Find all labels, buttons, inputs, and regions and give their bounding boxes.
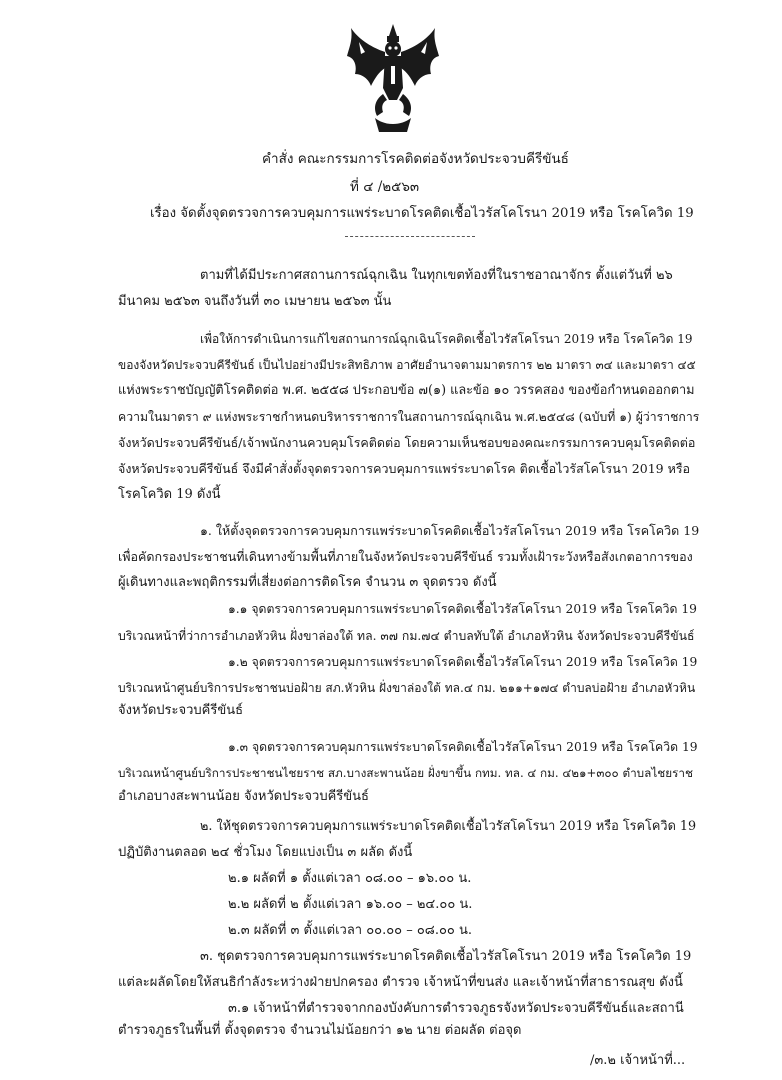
body-line: แห่งพระราชบัญญัติโรคติดต่อ พ.ศ. ๒๕๕๘ ประกอบข้อ ๗(๑) และข้อ ๑๐ วรรคสอง ของข้อกำหนดออกตาม (118, 383, 695, 398)
order-subject: เรื่อง จัดตั้งจุดตรวจการควบคุมการแพร่ระบาดโรคติดเชื้อไวรัสโคโรนา 2019 หรือ โรคโควิด 19 (150, 206, 694, 221)
order-number: ที่ ๔ /๒๕๖๓ (350, 179, 420, 195)
clause-1-3: ๑.๓ จุดตรวจการควบคุมการแพร่ระบาดโรคติดเชื้อไวรัสโคโรนา 2019 หรือ โรคโควิด 19 (228, 740, 698, 754)
continuation-note: /๓.๒ เจ้าหน้าที่... (590, 1053, 686, 1068)
body-line: เพื่อให้การดำเนินการแก้ไขสถานการณ์ฉุกเฉินโรคติดเชื้อไวรัสโคโรนา 2019 หรือ โรคโควิด 19 (200, 332, 693, 346)
body-line: จังหวัดประจวบคีรีขันธ์ จึงมีคำสั่งตั้งจุดตรวจการควบคุมการแพร่ระบาดโรค ติดเชื้อไวรัสโคโรนา 2019 หรือ (118, 461, 691, 476)
body-line: ตำรวจภูธรในพื้นที่ ตั้งจุดตรวจ จำนวนไม่น้อยกว่า ๑๒ นาย ต่อผลัด ต่อจุด (118, 1023, 522, 1038)
body-line: บริเวณหน้าที่ว่าการอำเภอหัวหิน ฝั่งขาล่องใต้ ทล. ๓๗ กม.๗๔ ตำบลทับใต้ อำเภอหัวหิน จังหวัดประจวบคีรีขันธ์ (118, 629, 695, 643)
clause-2: ๒. ให้ชุดตรวจการควบคุมการแพร่ระบาดโรคติดเชื้อไวรัสโคโรนา 2019 หรือ โรคโควิด 19 (200, 819, 697, 834)
body-line: ความในมาตรา ๙ แห่งพระราชกำหนดบริหารราชการในสถานการณ์ฉุกเฉิน พ.ศ.๒๕๔๘ (ฉบับที่ ๑) ผู้ว่าราชการ (118, 410, 700, 424)
shift-2: ๒.๒ ผลัดที่ ๒ ตั้งแต่เวลา ๑๖.๐๐ – ๒๔.๐๐ น. (228, 897, 473, 912)
body-line: จังหวัดประจวบคีรีขันธ์/เจ้าพนักงานควบคุมโรคติดต่อ โดยความเห็นชอบของคณะกรรมการควบคุมโรคติดต่อ (118, 435, 696, 450)
clause-1: ๑. ให้ตั้งจุดตรวจการควบคุมการแพร่ระบาดโรคติดเชื้อไวรัสโคโรนา 2019 หรือ โรคโควิด 19 (200, 523, 700, 538)
separator-line (345, 236, 475, 237)
body-line: บริเวณหน้าศูนย์บริการประชาชนบ่อฝ้าย สภ.หัวหิน ฝั่งขาล่องใต้ ทล.๔ กม. ๒๑๑+๑๗๔ ตำบลบ่อฝ้าย อำเภอหัวหิน (118, 681, 696, 695)
body-line: ของจังหวัดประจวบคีรีขันธ์ เป็นไปอย่างมีประสิทธิภาพ อาศัยอำนาจตามมาตรการ ๒๒ มาตรา ๓๔ และมาตรา ๔๕ (118, 358, 696, 372)
body-line: อำเภอบางสะพานน้อย จังหวัดประจวบคีรีขันธ์ (118, 789, 369, 804)
garuda-emblem-icon (345, 22, 441, 134)
clause-3: ๓. ชุดตรวจการควบคุมการแพร่ระบาดโรคติดเชื้อไวรัสโคโรนา 2019 หรือ โรคโควิด 19 (200, 949, 692, 964)
clause-1-1: ๑.๑ จุดตรวจการควบคุมการแพร่ระบาดโรคติดเชื้อไวรัสโคโรนา 2019 หรือ โรคโควิด 19 (228, 602, 697, 616)
shift-3: ๒.๓ ผลัดที่ ๓ ตั้งแต่เวลา ๐๐.๐๐ – ๐๘.๐๐ น. (228, 923, 472, 938)
body-line: ปฏิบัติงานตลอด ๒๔ ชั่วโมง โดยแบ่งเป็น ๓ ผลัด ดังนี้ (118, 845, 413, 860)
body-line: โรคโควิด 19 ดังนี้ (118, 487, 221, 502)
body-line: ผู้เดินทางและพฤติกรรมที่เสี่ยงต่อการติดโรค จำนวน ๓ จุดตรวจ ดังนี้ (118, 575, 497, 590)
body-line: แต่ละผลัดโดยให้สนธิกำลังระหว่างฝ่ายปกครอง ตำรวจ เจ้าหน้าที่ขนส่ง และเจ้าหน้าที่สาธารณสุข ดังนี้ (118, 975, 683, 990)
shift-1: ๒.๑ ผลัดที่ ๑ ตั้งแต่เวลา ๐๘.๐๐ – ๑๖.๐๐ น. (228, 871, 472, 886)
clause-3-1: ๓.๑ เจ้าหน้าที่ตำรวจจากกองบังคับการตำรวจภูธรจังหวัดประจวบคีรีขันธ์และสถานี (228, 1001, 684, 1016)
body-line: บริเวณหน้าศูนย์บริการประชาชนไชยราช สภ.บางสะพานน้อย ฝั่งขาขึ้น กทม. ทล. ๔ กม. ๔๒๑+๓๐๐ ตำบลไชยราช (118, 766, 693, 780)
body-line: มีนาคม ๒๕๖๓ จนถึงวันที่ ๓๐ เมษายน ๒๕๖๓ นั้น (118, 294, 392, 309)
body-line: ตามที่ได้มีประกาศสถานการณ์ฉุกเฉิน ในทุกเขตท้องที่ในราชอาณาจักร ตั้งแต่วันที่ ๒๖ (200, 268, 673, 283)
clause-1-2: ๑.๒ จุดตรวจการควบคุมการแพร่ระบาดโรคติดเชื้อไวรัสโคโรนา 2019 หรือ โรคโควิด 19 (228, 655, 698, 669)
body-line: จังหวัดประจวบคีรีขันธ์ (118, 703, 244, 718)
order-title: คำสั่ง คณะกรรมการโรคติดต่อจังหวัดประจวบคีรีขันธ์ (262, 151, 569, 167)
body-line: เพื่อคัดกรองประชาชนที่เดินทางข้ามพื้นที่ภายในจังหวัดประจวบคีรีขันธ์ รวมทั้งเฝ้าระวังหรือสังเกตอาการของ (118, 549, 693, 564)
